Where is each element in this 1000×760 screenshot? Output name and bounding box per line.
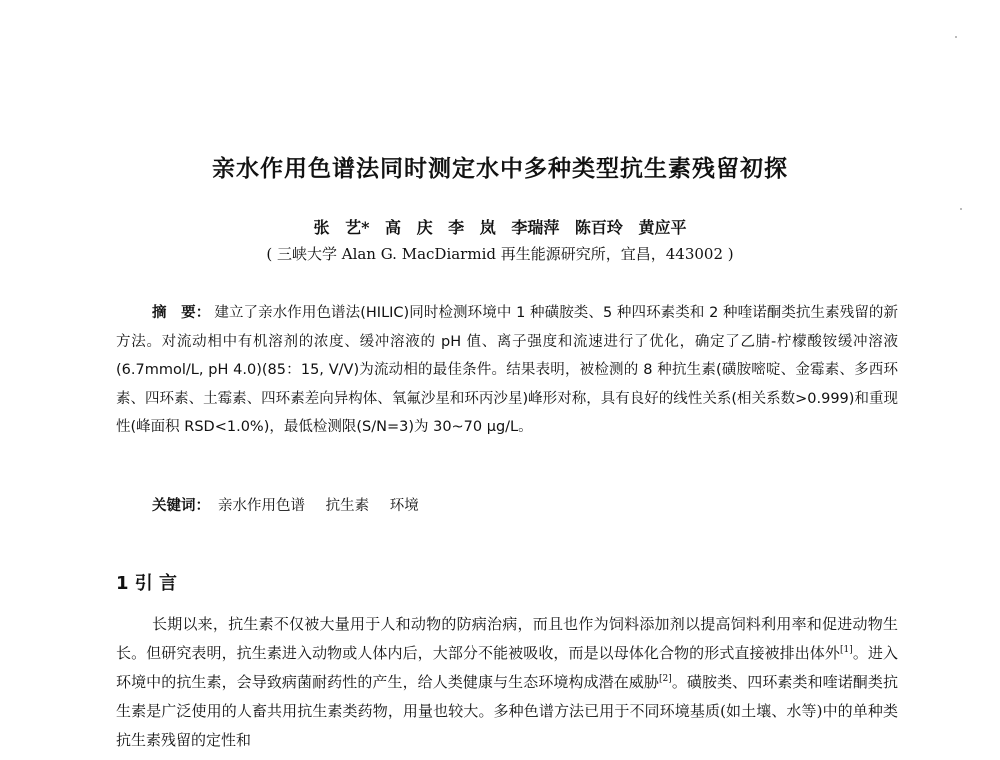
citation-1: [1] [839, 645, 853, 655]
keywords-label: 关键词： [152, 498, 210, 514]
introduction-paragraph [116, 610, 898, 755]
intro-text-2: 。进入环境中的抗生素，会导致病菌耐药性的产生，给人类健康与生态环境构成潜在威胁 [116, 644, 898, 691]
abstract-text: 建立了亲水作用色谱法(HILIC)同时检测环境中 1 种磺胺类、5 种四环素类和 2 种喹诺酮类抗生素残留的新方法。对流动相中有机溶剂的浓度、缓冲溶液的 pH 值、离子强度和流速进行了优化，确定了乙腈-柠檬酸铵缓冲溶液(6.7mmol/L, pH 4.0)(85：15, V/V)为流动相的最佳条件。结果表明，被检测的 8 种抗生素(磺胺嘧啶、金霉素、多西环素、四环素、土霉素、四环素差向异构体、氧氟沙星和环丙沙星)峰形对称，具有良好的线性关系(相关系数>0.999)和重现性(峰面积 RSD<1.0%)，最低检测限(S/N=3)为 30~70 μg/L。 [116, 305, 898, 436]
keywords-text: 亲水作用色谱 抗生素 环境 [218, 498, 419, 514]
section-heading-introduction: 1 引 言 [116, 573, 178, 594]
abstract-label: 摘 要： [152, 305, 211, 321]
scan-speck [955, 36, 957, 38]
citation-2: [2] [658, 674, 672, 684]
author-list: 张 艺* 高 庆 李 岚 李瑞萍 陈百玲 黄应平 [313, 218, 687, 237]
intro-text-3: 。磺胺类、四环素类和喹诺酮类抗生素是广泛使用的人畜共用抗生素类药物，用量也较大。多种色谱方法已用于不同环境基质(如土壤、水等)中的单种类抗生素残留的定性和 [116, 673, 898, 749]
intro-text-1: 长期以来，抗生素不仅被大量用于人和动物的防病治病，而且也作为饲料添加剂以提高饲料利用率和促进动物生长。但研究表明，抗生素进入动物或人体内后，大部分不能被吸收，而是以母体化合物的形式直接被排出体外 [116, 615, 898, 662]
introduction-body [116, 610, 898, 755]
author-affiliation: ( 三峡大学 Alan G. MacDiarmid 再生能源研究所，宜昌，443002 ) [266, 245, 734, 263]
abstract [116, 299, 898, 442]
scan-speck [960, 208, 962, 210]
paper-title: 亲水作用色谱法同时测定水中多种类型抗生素残留初探 [212, 155, 788, 182]
keywords [152, 494, 419, 515]
